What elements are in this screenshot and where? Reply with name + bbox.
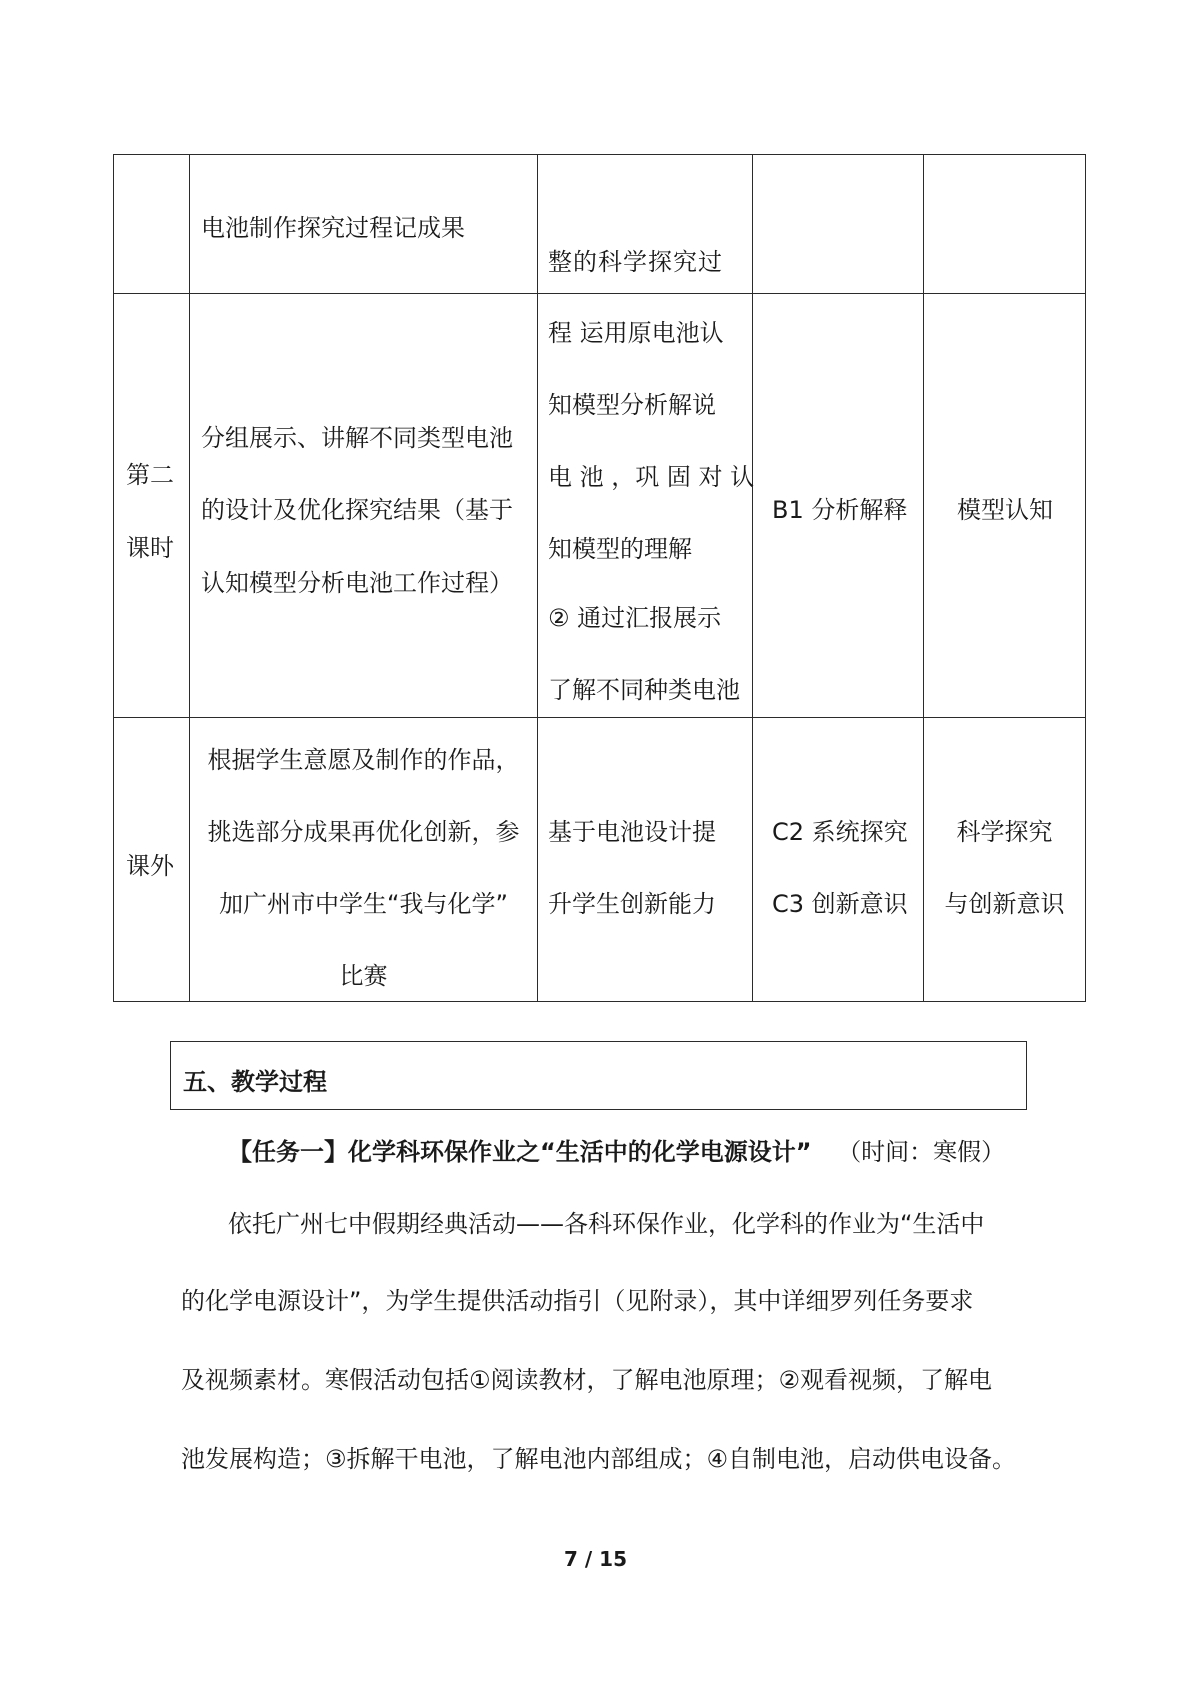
table-divider-4 (923, 154, 924, 1002)
activity-cell: 的设计及优化探究结果（基于 (201, 496, 513, 524)
activity-cell: 加广州市中学生“我与化学” (219, 890, 508, 918)
stage-cell: 课外 (126, 852, 174, 880)
goal-cell: 整的科学探究过 (548, 248, 723, 276)
level-cell: B1 分析解释 (772, 496, 908, 524)
level-cell: C3 创新意识 (772, 890, 908, 918)
paragraph-line: 的化学电源设计”，为学生提供活动指引（见附录），其中详细罗列任务要求 (181, 1287, 974, 1315)
literacy-cell: 与创新意识 (944, 890, 1065, 918)
table-border-right (1085, 154, 1086, 1002)
table-divider-3 (752, 154, 753, 1002)
goal-cell: 知模型的理解 (548, 535, 692, 563)
table-row-divider-1 (113, 293, 1086, 294)
stage-cell: 课时 (126, 534, 174, 562)
stage-cell: 第二 (126, 461, 174, 489)
paragraph-line: 依托广州七中假期经典活动——各科环保作业，化学科的作业为“生活中 (228, 1210, 985, 1238)
goal-cell: 知模型分析解说 (548, 391, 716, 419)
activity-cell: 根据学生意愿及制作的作品， (207, 746, 520, 774)
activity-cell: 电池制作探究过程记成果 (201, 214, 465, 242)
table-border-bottom (113, 1001, 1086, 1002)
goal-cell: ② 通过汇报展示 (548, 604, 722, 632)
table-border-top (113, 154, 1086, 155)
goal-cell: 程 运用原电池认 (548, 319, 724, 347)
goal-cell: 升学生创新能力 (548, 890, 716, 918)
goal-cell: 电 池 ，巩 固 对 认 (548, 463, 755, 491)
literacy-cell: 模型认知 (957, 496, 1053, 524)
table-border-left (113, 154, 114, 1002)
task-title-main: 【任务一】化学科环保作业之“生活中的化学电源设计” (228, 1138, 812, 1166)
section-heading-box (170, 1041, 1027, 1110)
section-heading: 五、教学过程 (183, 1068, 327, 1096)
task-title-note: （时间：寒假） (837, 1138, 1006, 1166)
goal-cell: 了解不同种类电池 (548, 676, 740, 704)
goal-cell: 基于电池设计提 (548, 818, 716, 846)
activity-cell: 挑选部分成果再优化创新，参 (207, 818, 520, 846)
literacy-cell: 科学探究 (956, 818, 1053, 846)
activity-cell: 分组展示、讲解不同类型电池 (201, 424, 513, 452)
level-cell: C2 系统探究 (772, 818, 908, 846)
page-number: 7 / 15 (564, 1547, 627, 1571)
activity-cell: 比赛 (339, 962, 388, 990)
table-divider-1 (189, 154, 190, 1002)
paragraph-line: 及视频素材。寒假活动包括①阅读教材，了解电池原理；②观看视频，了解电 (181, 1366, 993, 1394)
table-divider-2 (537, 154, 538, 1002)
table-row-divider-2 (113, 717, 1086, 718)
paragraph-line: 池发展构造；③拆解干电池，了解电池内部组成；④自制电池，启动供电设备。 (181, 1445, 1017, 1473)
task-title (228, 1132, 1005, 1167)
activity-cell: 认知模型分析电池工作过程） (201, 569, 513, 597)
